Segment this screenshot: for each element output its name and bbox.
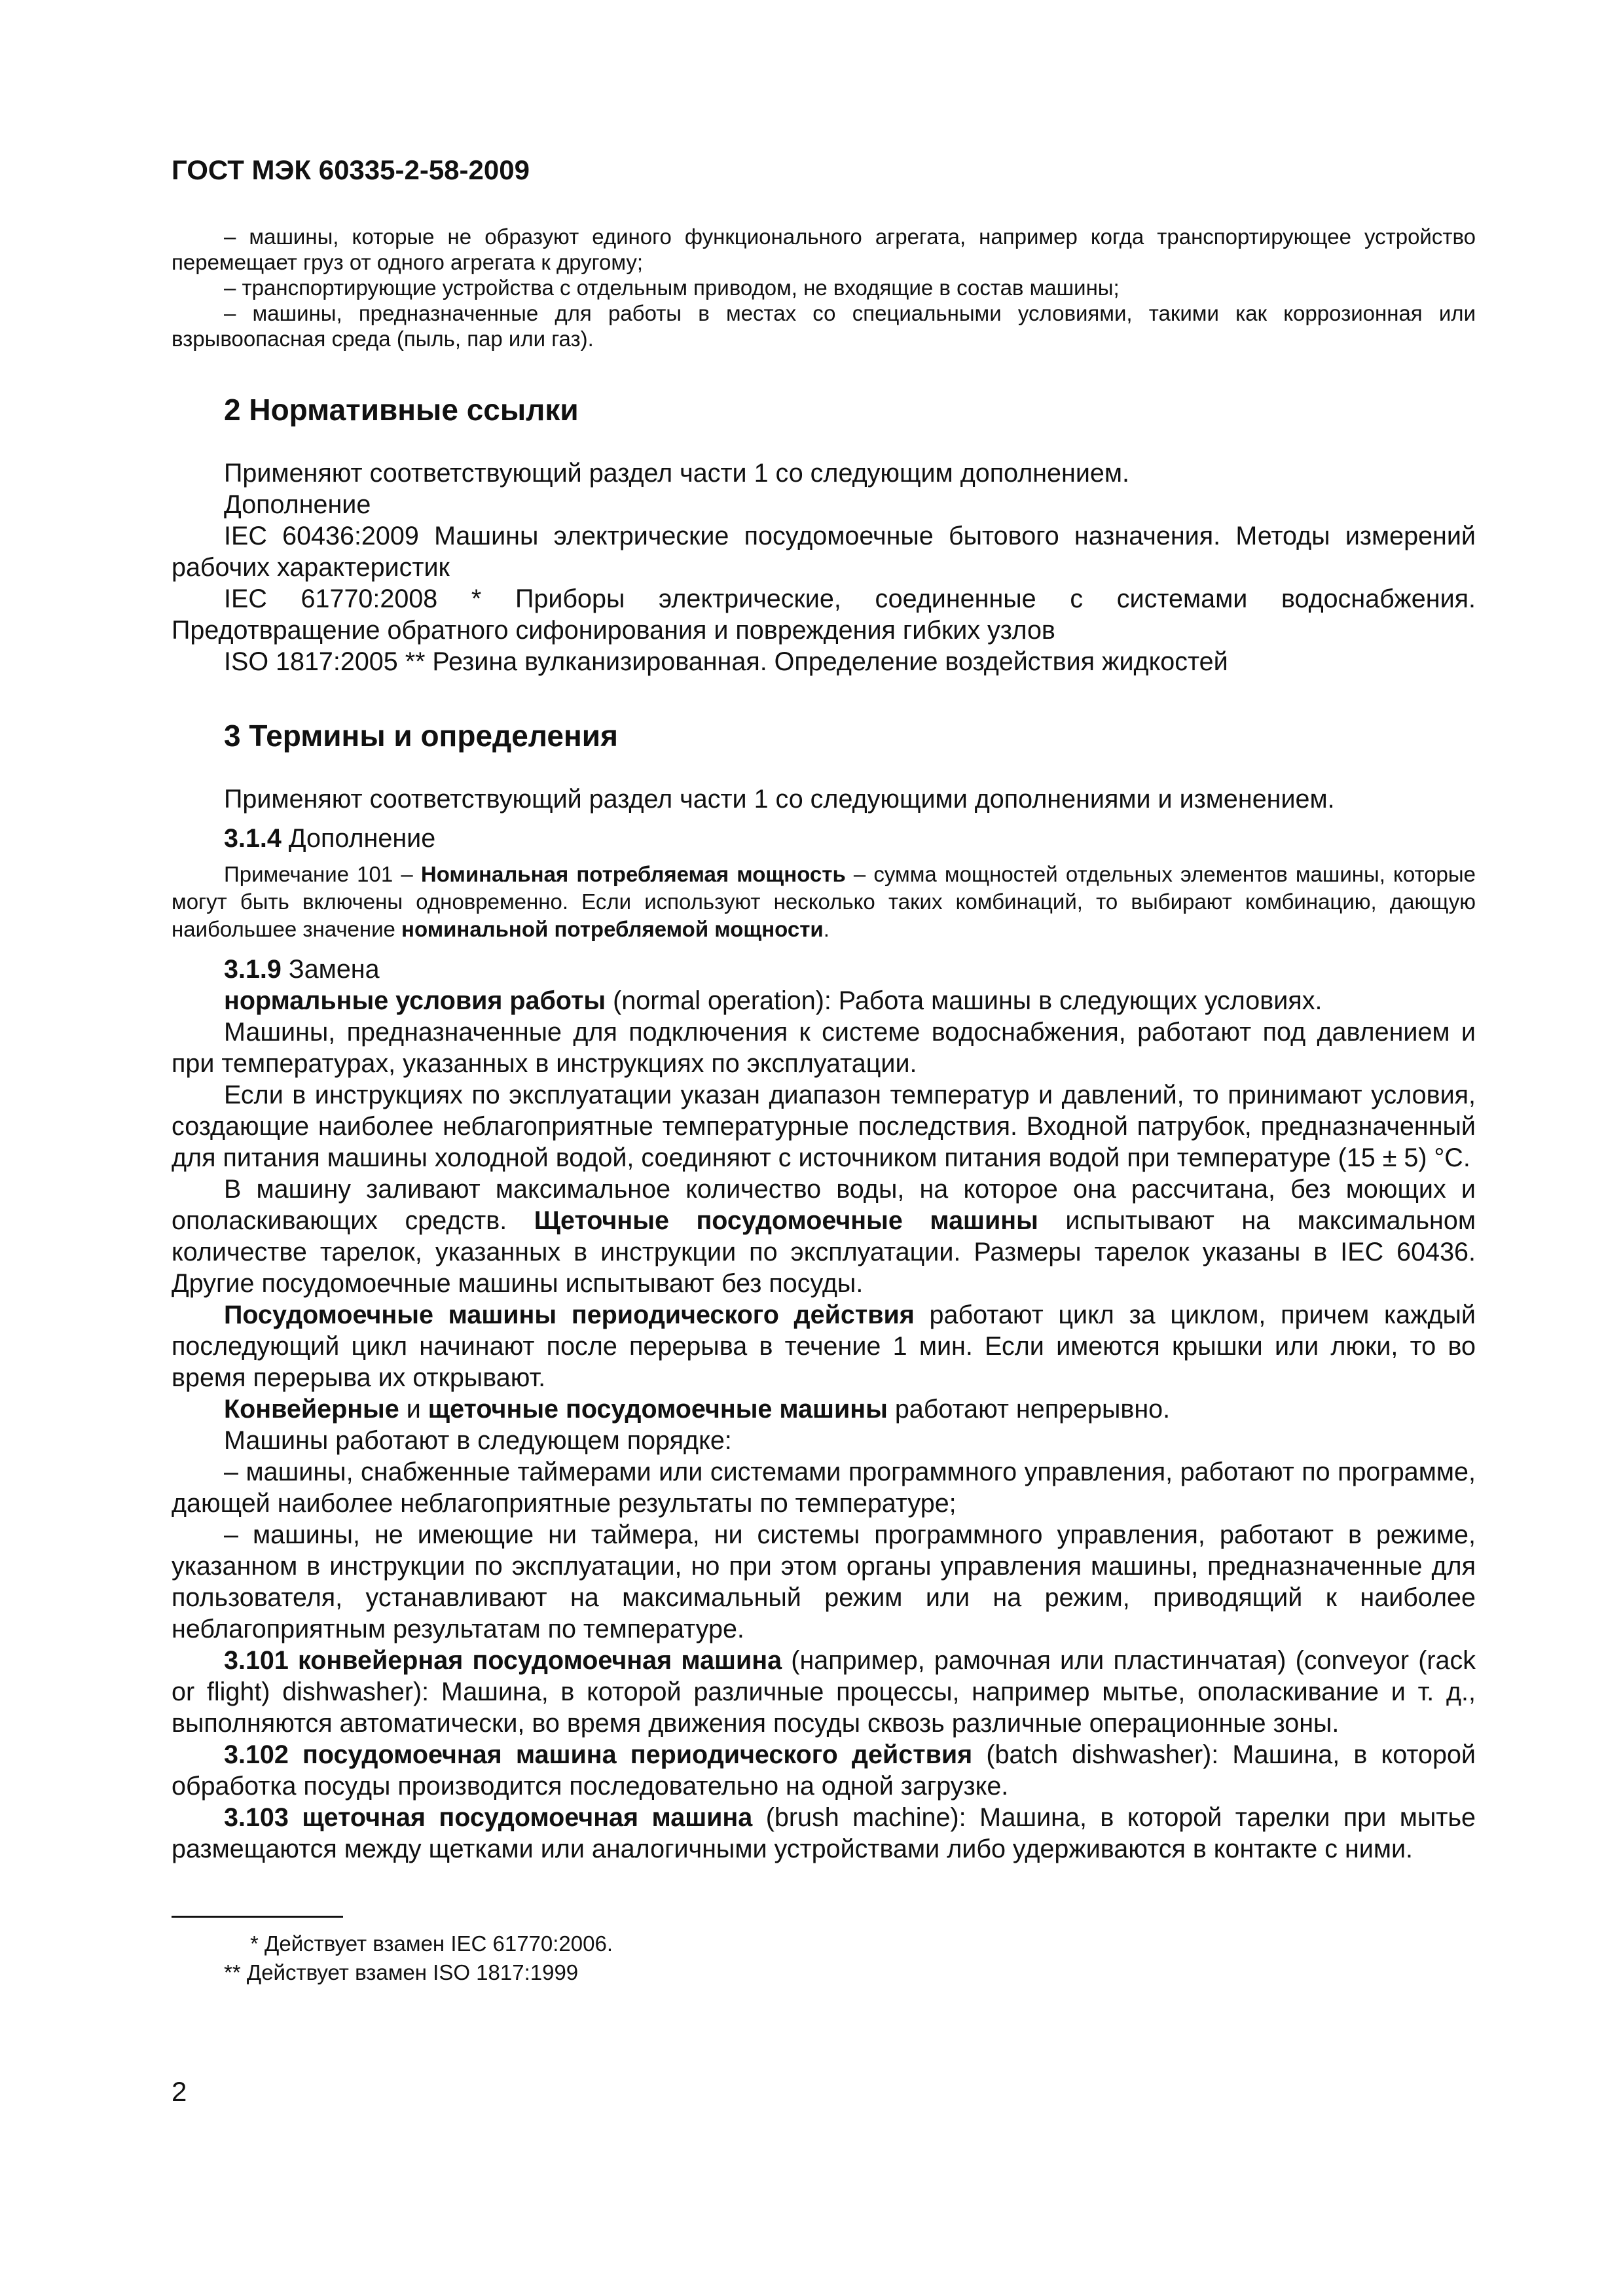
term-bold: щеточные посудомоечные машины xyxy=(428,1395,888,1424)
text: работают непрерывно. xyxy=(887,1395,1171,1424)
definition-text: (batch dishwasher): Машина, в которой обработка посуды производится последовательно на одной загрузке. xyxy=(172,1740,1476,1801)
list-item: – машины, не имеющие ни таймера, ни системы программного управления, работают в режиме, указанном в инструкции по эксплуатации, но при этом органы управления машины, предназначенные для пользователя, устанавливают на максимальный режим или на режим, приводящий к наиболее неблагоприятным результатам по температуре. xyxy=(172,1520,1476,1643)
term-bold: Номинальная потребляемая мощность xyxy=(420,862,846,886)
definition-3-102 xyxy=(172,1739,1476,1802)
paragraph: Дополнение xyxy=(224,490,371,519)
term-bold: Конвейерные xyxy=(224,1395,399,1424)
text: В машину заливают максимальное количество воды, на которое она рассчитана, без моющих и ополаскивающих средств. xyxy=(172,1175,1476,1235)
definition-normal-operation xyxy=(172,985,1476,1016)
clause-title: Замена xyxy=(281,955,380,984)
paragraph: Если в инструкциях по эксплуатации указан диапазон температур и давлений, то принимают условия, создающие наиболее неблагоприятные температурные последствия. Входной патрубок, предназначенный для питания машины холодной водой, соединяют с источником питания водой при температуре (15 ± 5) °C. xyxy=(172,1081,1476,1172)
term-bold: номинальной потребляемой мощности xyxy=(401,917,824,941)
paragraph: Машины работают в следующем порядке: xyxy=(224,1426,732,1455)
term-bold: 3.103 щеточная посудомоечная машина xyxy=(224,1803,753,1832)
text: работают цикл за циклом, причем каждый последующий цикл начинают после перерыва в течение 1 мин. Если имеются крышки или люки, то во время перерыва их открывают. xyxy=(172,1300,1476,1392)
clause-number: 3.1.4 xyxy=(224,824,282,853)
intro-item: – транспортирующие устройства с отдельным приводом, не входящие в состав машины; xyxy=(224,276,1120,300)
section-3-title: 3 Термины и определения xyxy=(224,719,618,753)
note-text-end: . xyxy=(823,917,830,941)
section-2-body xyxy=(172,457,1476,677)
paragraph xyxy=(172,1393,1476,1425)
clause-title: Дополнение xyxy=(281,824,436,853)
paragraph: Применяют соответствующий раздел части 1 со следующим дополнением. xyxy=(224,459,1130,488)
reference-item: IEC 60436:2009 Машины электрические посудомоечные бытового назначения. Методы измерений рабочих характеристик xyxy=(172,522,1476,582)
intro-item: – машины, которые не образуют единого функционального агрегата, например когда транспортирующее устройство перемещает груз от одного агрегата к другому; xyxy=(172,224,1476,274)
paragraph xyxy=(172,1299,1476,1393)
term-bold: 3.101 конвейерная посудомоечная машина xyxy=(224,1646,782,1675)
note-label: Примечание 101 – xyxy=(224,862,421,886)
note-text: – сумма мощностей отдельных элементов машины, которые могут быть включены одновременно. Если используют несколько таких комбинаций, то выбирают комбинацию, дающую наибольшее значение xyxy=(172,862,1476,941)
clause-3-1-4 xyxy=(172,823,1476,854)
note-101 xyxy=(172,861,1476,943)
term-bold: нормальные условия работы xyxy=(224,986,606,1015)
definition-text: (brush machine): Машина, в которой тарелки при мытье размещаются между щетками или аналогичными устройствами либо удерживаются в контакте с ними. xyxy=(172,1803,1476,1863)
term-bold: 3.102 посудомоечная машина периодического действия xyxy=(224,1740,973,1769)
text: и xyxy=(399,1395,428,1424)
clause-3-1-9-body xyxy=(172,954,1476,1865)
footnote-divider xyxy=(172,1916,343,1918)
intro-item: – машины, предназначенные для работы в местах со специальными условиями, такими как коррозионная или взрывоопасная среда (пыль, пар или газ). xyxy=(172,301,1476,351)
page-number: 2 xyxy=(172,2076,187,2107)
text: испытывают на максимальном количестве тарелок, указанных в инструкции по эксплуатации. Размеры тарелок указаны в IEC 60436. Другие посудомоечные машины испытывают без посуды. xyxy=(172,1206,1476,1298)
paragraph: Машины, предназначенные для подключения к системе водоснабжения, работают под давлением и при температурах, указанных в инструкциях по эксплуатации. xyxy=(172,1018,1476,1078)
definition-text: (normal operation): Работа машины в следующих условиях. xyxy=(606,986,1322,1015)
reference-item: ISO 1817:2005 ** Резина вулканизированная. Определение воздействия жидкостей xyxy=(224,647,1228,676)
paragraph: Применяют соответствующий раздел части 1 со следующими дополнениями и изменением. xyxy=(224,785,1335,814)
footnote: * Действует взамен IEC 61770:2006. xyxy=(250,1931,613,1956)
clause-3-1-9 xyxy=(172,954,1476,985)
section-3-body xyxy=(172,783,1476,854)
term-bold: Щеточные посудомоечные машины xyxy=(534,1206,1038,1235)
intro-list xyxy=(172,224,1476,351)
document-page xyxy=(172,154,1476,1987)
paragraph xyxy=(172,1174,1476,1299)
document-code-header: ГОСТ МЭК 60335-2-58-2009 xyxy=(172,154,530,185)
list-item: – машины, снабженные таймерами или системами программного управления, работают по программе, дающей наиболее неблагоприятные результаты по температуре; xyxy=(172,1458,1476,1518)
definition-3-101 xyxy=(172,1645,1476,1739)
reference-item: IEC 61770:2008 * Приборы электрические, соединенные с системами водоснабжения. Предотвращение обратного сифонирования и повреждения гибких узлов xyxy=(172,584,1476,645)
definition-text: (например, рамочная или пластинчатая) (conveyor (rack or flight) dishwasher): Машина, в которой различные процессы, например мытье, ополаскивание и т. д., выполняются автоматически, во время движения посуды сквозь различные операционные зоны. xyxy=(172,1646,1476,1738)
term-bold: Посудомоечные машины периодического действия xyxy=(224,1300,915,1329)
footnote: ** Действует взамен ISO 1817:1999 xyxy=(224,1960,579,1984)
definition-3-103 xyxy=(172,1802,1476,1865)
clause-number: 3.1.9 xyxy=(224,955,282,984)
section-2-title: 2 Нормативные ссылки xyxy=(224,393,579,427)
